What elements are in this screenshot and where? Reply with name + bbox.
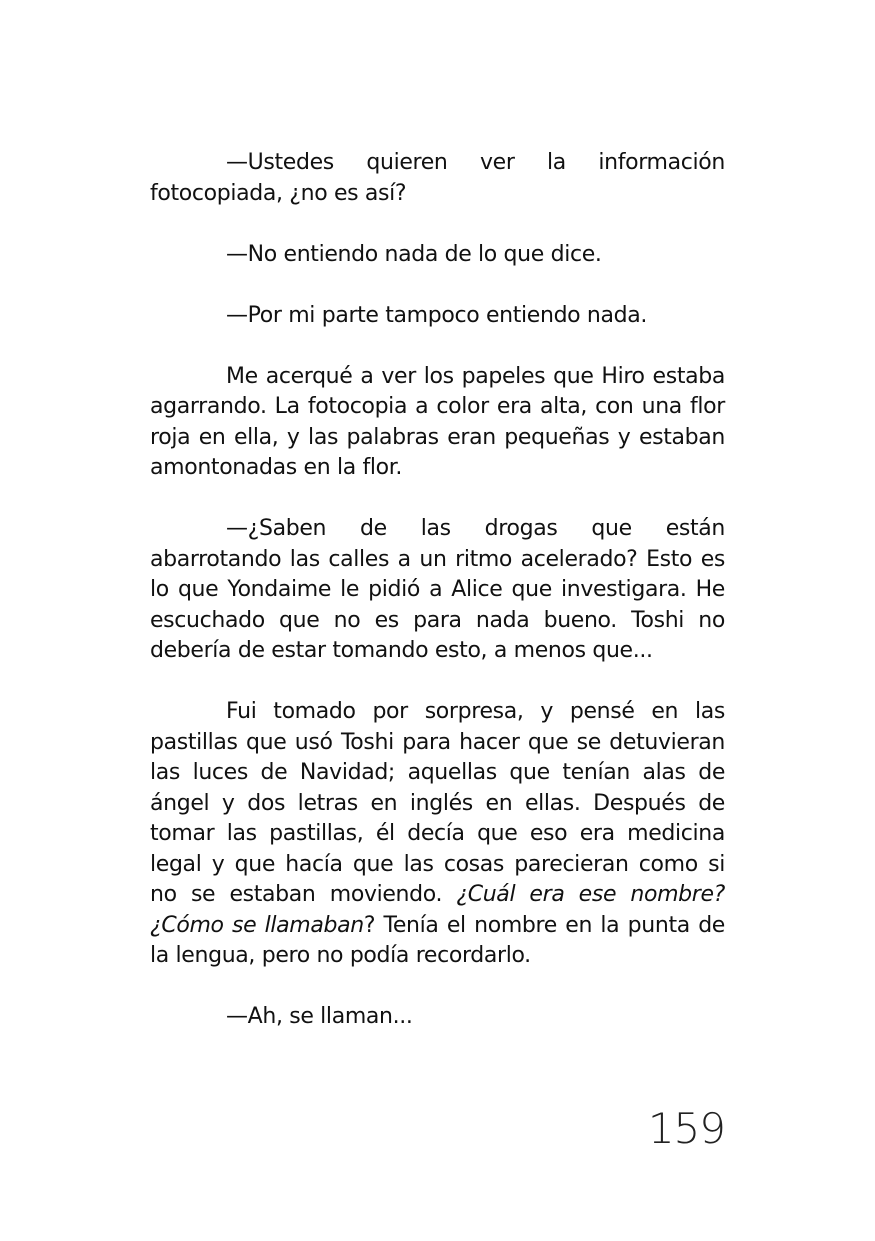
paragraph-text: Me acerqué a ver los papeles que Hiro estaba agarrando. La fotocopia a color era alta, con una flor roja en ella, y las palabras eran pequeñas y estaban amontonadas en la flor. [150,363,725,480]
paragraph [150,697,725,972]
paragraph [150,514,725,667]
paragraph-text: —Por mi parte tampoco entiendo nada. [226,302,648,328]
paragraph-text: ? Tenía el nombre en la punta de la lengua, pero no podía recordarlo. [150,912,725,968]
paragraph [150,148,725,209]
paragraph-text: —Ustedes quieren ver la información fotocopiada, ¿no es así? [150,150,725,206]
paragraph-italic-text: ¿Cuál era ese nombre? ¿Cómo se llamaban [150,882,726,938]
page-number: 159 [647,1104,725,1153]
paragraph-text: —¿Saben de las drogas que están abarrotando las calles a un ritmo acelerado? Esto es lo que Yondaime le pidió a Alice que investigara. He escuchado que no es para nada bueno. Toshi no debería de estar tomando esto, a menos que... [150,516,725,663]
paragraph-text: —No entiendo nada de lo que dice. [226,241,602,267]
paragraph [150,362,725,484]
paragraph [150,301,725,332]
paragraph-text: —Ah, se llaman... [226,1004,413,1029]
paragraph-text: Fui tomado por sorpresa, y pensé en las pastillas que usó Toshi para hacer que se detuvieran las luces de Navidad; aquellas que tenían alas de ángel y dos letras en inglés en ellas. Después de tomar las pastillas, él decía que eso era medicina legal y que hacía que las cosas parecieran como si no se estaban moviendo. [150,699,725,907]
paragraph [150,240,725,271]
paragraph [150,1002,725,1033]
page-body [150,148,725,1033]
